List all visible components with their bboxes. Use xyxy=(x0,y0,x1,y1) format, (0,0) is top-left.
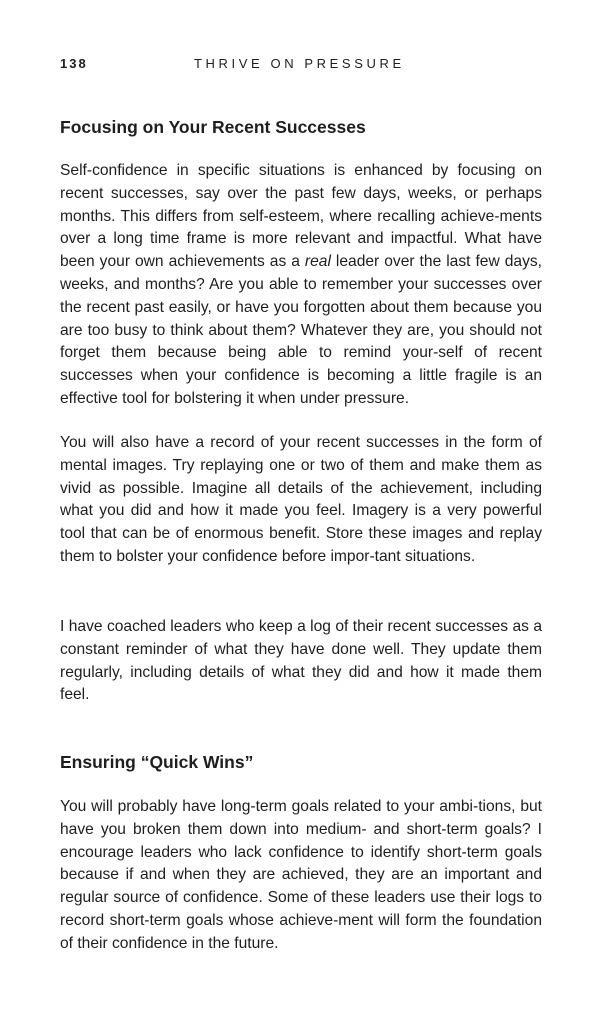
paragraph-text-before-emphasis: Self-confidence in specific situations is enhanced by focusing on recent successes, say over the past few days, weeks, or perhaps months. This differs from self-esteem, where recalling achieve-ments over a long time frame is more relevant and impactful. What have been your own achievements as a xyxy=(60,162,542,271)
section-heading-recent-successes: Focusing on Your Recent Successes xyxy=(60,117,366,137)
paragraph-text-after-emphasis: leader over the last few days, weeks, and months? Are you able to remember your successes over the recent past easily, or have you forgotten about them because you are too busy to think about them? Whatever they are, you should not forget them because being able to remind your-self of recent successes when your confidence is becoming a little fragile is an effective tool for bolstering it when under pressure. xyxy=(60,253,542,407)
book-title: THRIVE ON PRESSURE xyxy=(194,56,405,71)
page-number: 138 xyxy=(60,56,88,71)
section-heading-quick-wins: Ensuring “Quick Wins” xyxy=(60,752,254,772)
paragraph-recent-successes-intro xyxy=(60,160,542,411)
paragraph-quick-wins: You will probably have long-term goals related to your ambi-tions, but have you broken them down into medium- and short-term goals? I encourage leaders who lack confidence to identify short-term goals because if and when they are achieved, they are an important and regular source of confidence. Some of these leaders use their logs to record short-term goals whose achieve-ment will form the foundation of their confidence in the future. xyxy=(60,798,542,952)
paragraph-success-log: I have coached leaders who keep a log of their recent successes as a constant reminder of what they have done well. They update them regularly, including details of what they did and how it made them feel. xyxy=(60,618,542,704)
emphasized-word: real xyxy=(304,253,331,271)
paragraph-mental-images: You will also have a record of your recent successes in the form of mental images. Try replaying one or two of them and make them as vivid as possible. Imagine all details of the achievement, including what you did and how it made you feel. Imagery is a very powerful tool that can be of enormous benefit. Store these images and replay them to bolster your confidence before impor-tant situations. xyxy=(60,434,542,565)
running-header xyxy=(60,56,542,74)
